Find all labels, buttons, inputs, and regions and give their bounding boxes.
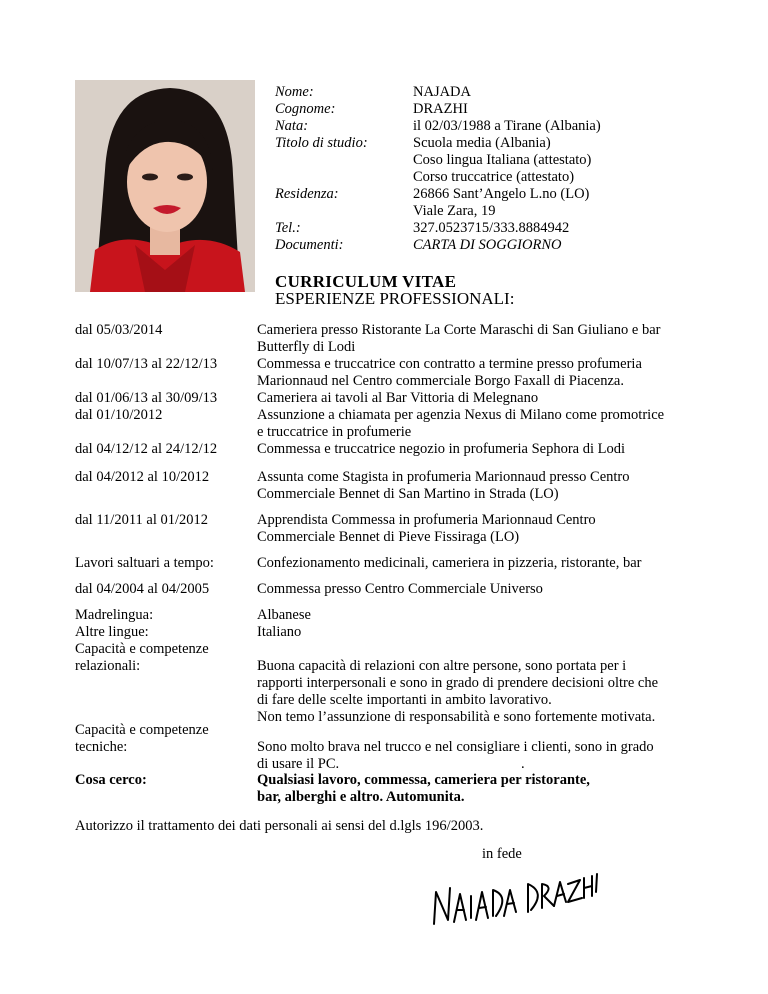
closing-text: in fede [482,846,522,862]
skills-line: Non temo l’assunzione di responsabilità e sono fortemente motivata. [257,709,656,725]
tel-value: 327.0523715/333.8884942 [413,220,570,236]
experience-line: Assunzione a chiamata per agenzia Nexus di Milano come promotrice [257,407,665,423]
entry-line: Commerciale Bennet di San Martino in Strada (LO) [257,486,559,502]
name-value: NAJADA [413,84,471,100]
personal-labels [275,84,400,254]
entry-text: Confezionamento medicinali, cameriera in pizzeria, ristorante, bar [257,555,642,571]
residence-label: Residenza: [275,186,339,202]
stray-dot: . [521,756,525,772]
experience-date: dal 10/07/13 al 22/12/13 [75,356,218,372]
personal-values [413,84,743,254]
study-value-3: Corso truccatrice (attestato) [413,169,575,185]
born-value: il 02/03/1988 a Tirane (Albania) [413,118,601,134]
technical-skills-text [257,739,717,773]
skills-line: Sono molto brava nel trucco e nel consigliare i clienti, sono in grado [257,739,654,755]
experience-line: Marionnaud nel Centro commerciale Borgo Faxall di Piacenza. [257,373,624,389]
profile-photo [75,80,255,292]
experience-date: dal 01/06/13 al 30/09/13 [75,390,218,406]
entry-line: Assunta come Stagista in profumeria Marionnaud presso Centro [257,469,630,485]
experience-line: Commessa e truccatrice con contratto a termine presso profumeria [257,356,642,372]
relational-skills-text [257,658,717,726]
mother-tongue-value: Albanese [257,607,311,623]
seeking-label: Cosa cerco: [75,772,147,788]
born-label: Nata: [275,118,309,134]
experience-date: dal 01/10/2012 [75,407,163,423]
technical-skills-label-2: tecniche: [75,739,128,755]
entry-date: dal 11/2011 al 01/2012 [75,512,209,528]
experience-line: Cameriera ai tavoli al Bar Vittoria di Melegnano [257,390,539,406]
seeking-line: Qualsiasi lavoro, commessa, cameriera per ristorante, [257,772,590,788]
privacy-consent: Autorizzo il trattamento dei dati personali ai sensi del d.lgls 196/2003. [75,818,484,834]
relational-skills-label-2: relazionali: [75,658,141,674]
study-value-2: Coso lingua Italiana (attestato) [413,152,592,168]
other-languages-value: Italiano [257,624,302,640]
seeking-text [257,772,717,806]
residence-value-1: 26866 Sant’Angelo L.no (LO) [413,186,590,202]
other-languages-label: Altre lingue: [75,624,149,640]
experience-date: dal 04/12/12 al 24/12/12 [75,441,218,457]
surname-label: Cognome: [275,101,336,117]
experience-date: dal 05/03/2014 [75,322,163,338]
residence-value-2: Viale Zara, 19 [413,203,496,219]
cv-subtitle: ESPERIENZE PROFESSIONALI: [275,289,515,308]
cv-title: CURRICULUM VITAE [275,272,457,291]
name-label: Nome: [275,84,314,100]
experience-line: Commessa e truccatrice negozio in profumeria Sephora di Lodi [257,441,626,457]
skills-line: rapporti interpersonali e sono in grado di prendere decisioni oltre che [257,675,659,691]
entry-line: Apprendista Commessa in profumeria Marionnaud Centro [257,512,596,528]
experience-line: e truccatrice in profumerie [257,424,412,440]
skills-line: di fare delle scelte importanti in ambito lavorativo. [257,692,552,708]
entry-date: dal 04/2012 al 10/2012 [75,469,210,485]
docs-value: CARTA DI SOGGIORNO [413,237,562,253]
handwritten-signature [430,872,600,930]
study-value-1: Scuola media (Albania) [413,135,551,151]
tel-label: Tel.: [275,220,301,236]
entry-date: dal 04/2004 al 04/2005 [75,581,210,597]
experience-line: Butterfly di Lodi [257,339,356,355]
experience-text [257,322,717,458]
entry-date: Lavori saltuari a tempo: [75,555,214,571]
surname-value: DRAZHI [413,101,468,117]
study-label: Titolo di studio: [275,135,368,151]
docs-label: Documenti: [275,237,344,253]
experience-line: Cameriera presso Ristorante La Corte Maraschi di San Giuliano e bar [257,322,661,338]
languages-labels [75,607,250,675]
technical-skills-labels [75,722,250,756]
seeking-line: bar, alberghi e altro. Automunita. [257,789,465,805]
entry-line: Commerciale Bennet di Pieve Fissiraga (LO) [257,529,520,545]
skills-line: di usare il PC. [257,756,340,772]
skills-line: Buona capacità di relazioni con altre persone, sono portata per i [257,658,627,674]
entry-text [257,512,717,546]
entry-text: Commessa presso Centro Commerciale Universo [257,581,543,597]
mother-tongue-label: Madrelingua: [75,607,154,623]
entry-text [257,469,717,503]
relational-skills-label: Capacità e competenze [75,641,209,657]
technical-skills-label: Capacità e competenze [75,722,209,738]
languages-values [257,607,717,641]
